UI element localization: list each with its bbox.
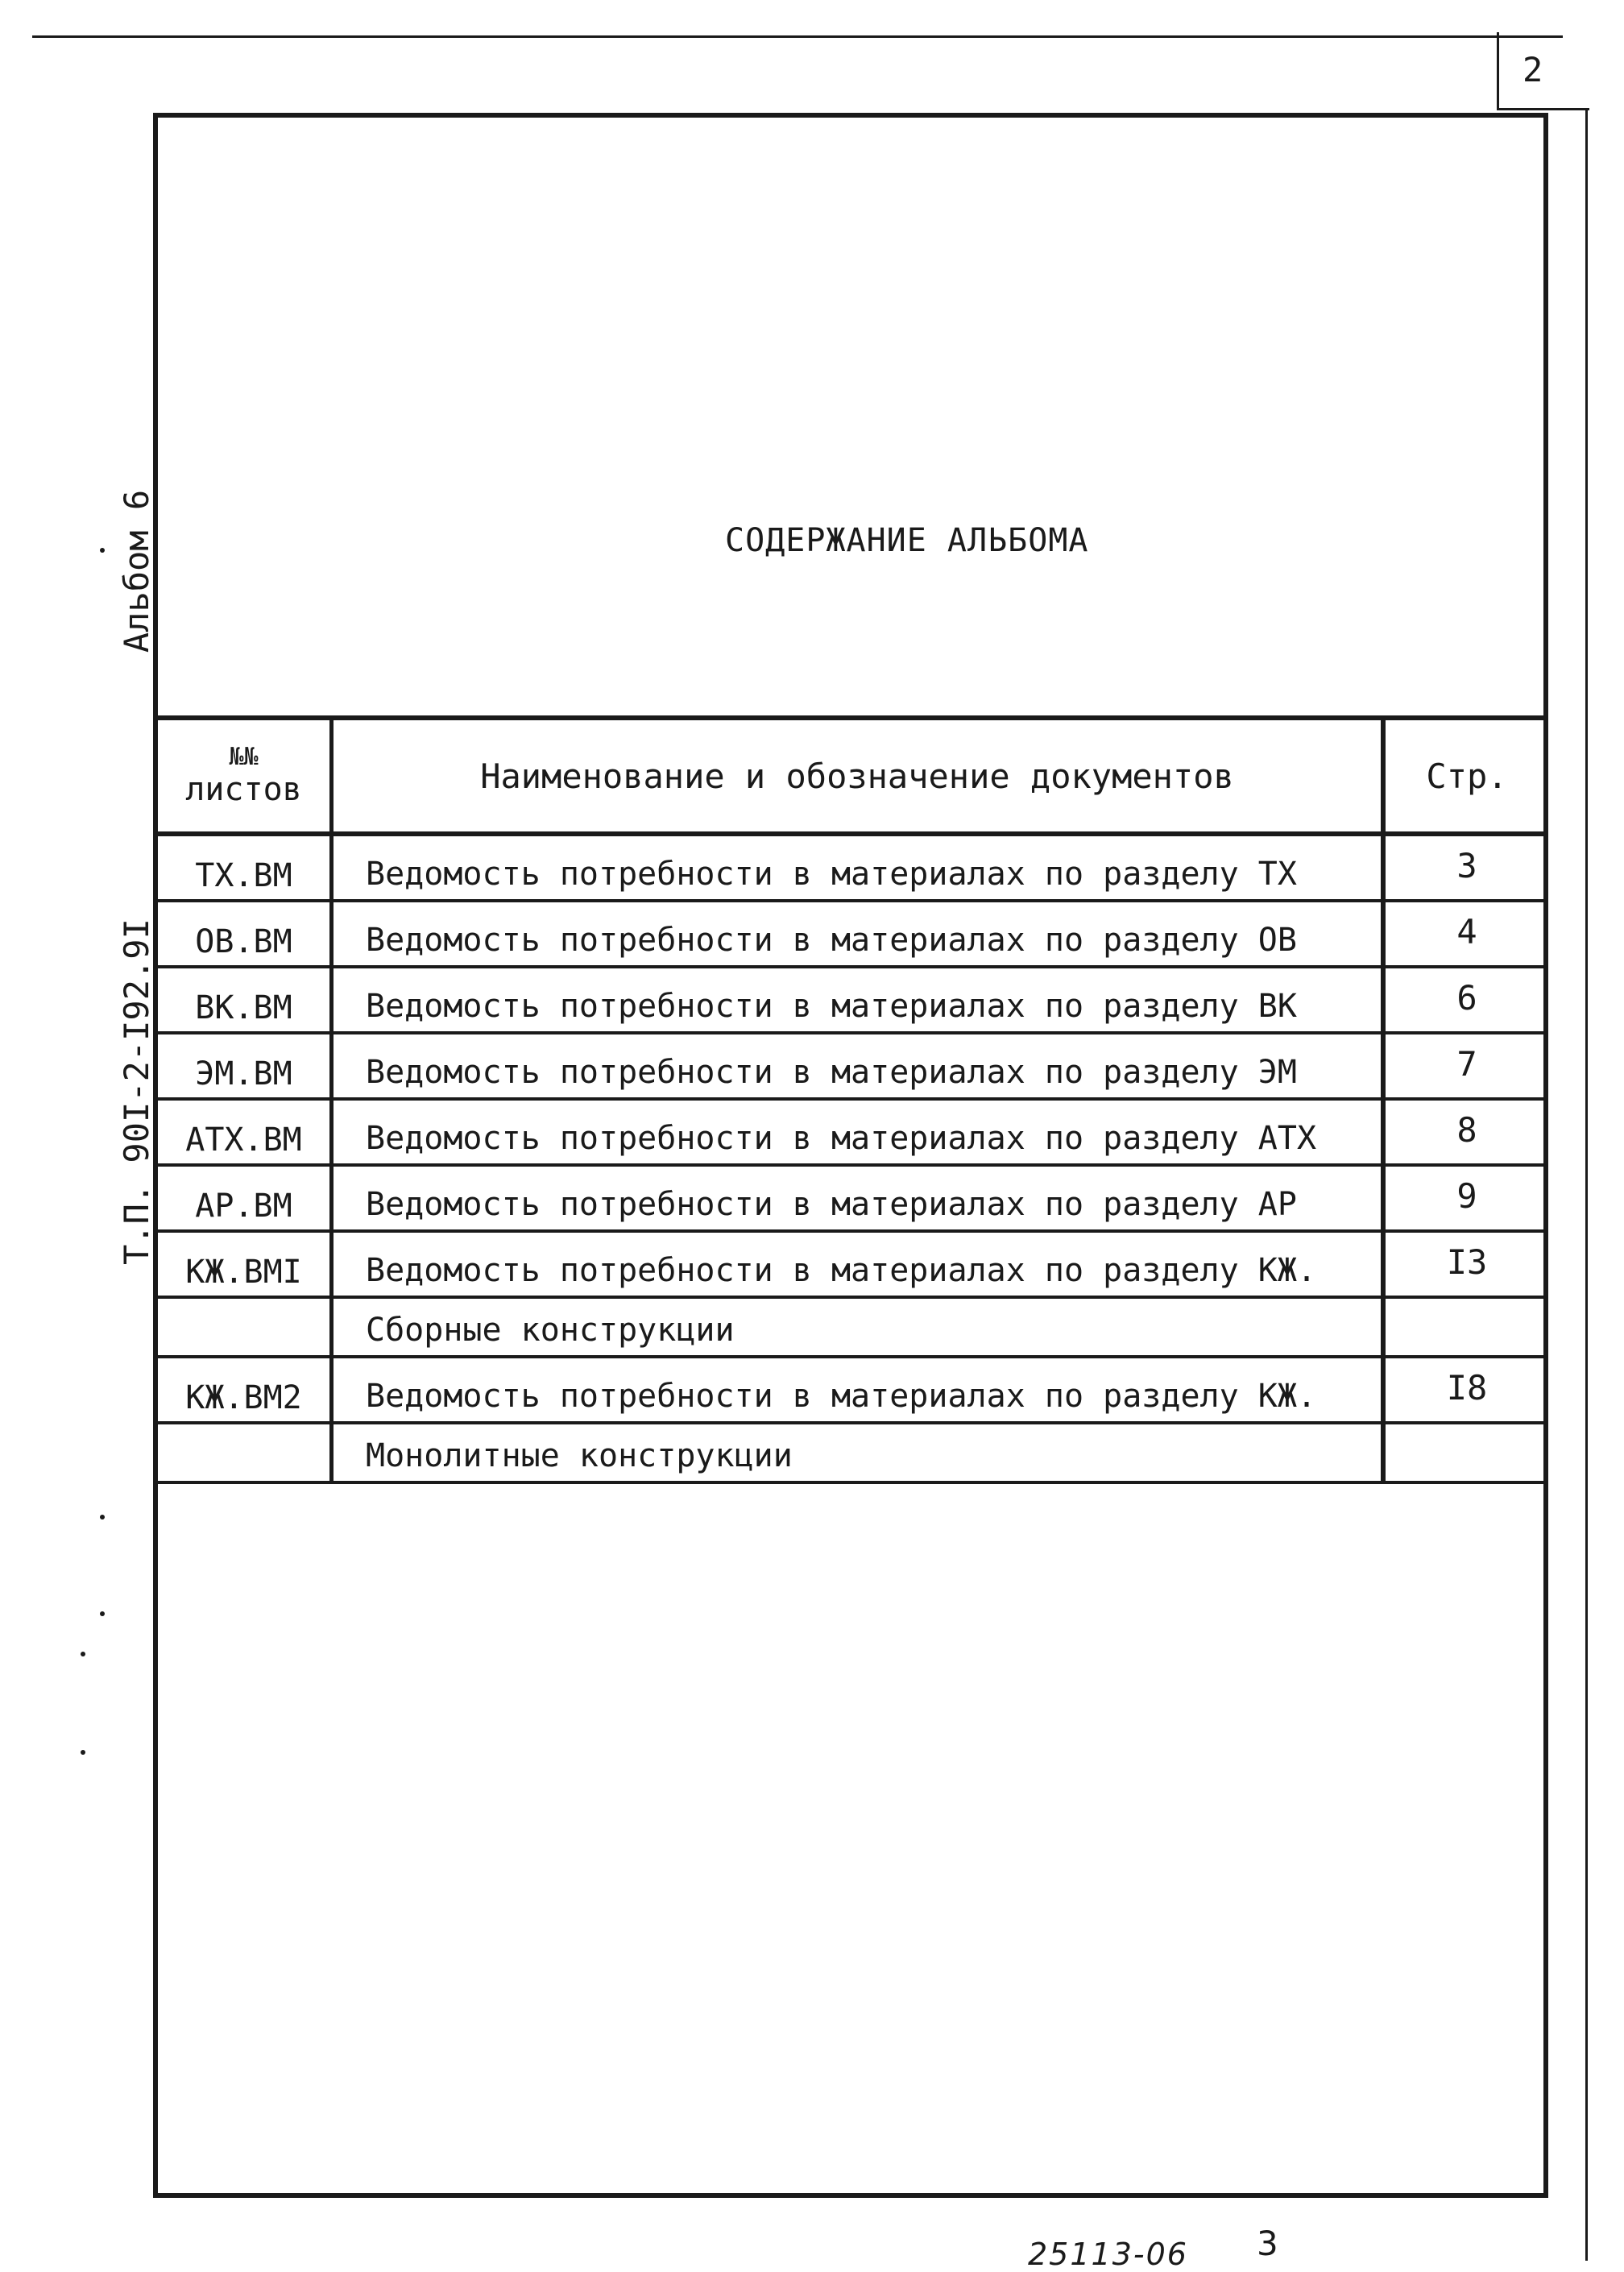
row-code: ОВ.ВМ xyxy=(158,902,334,965)
row-page: I8 xyxy=(1446,1368,1488,1408)
page-number: 2 xyxy=(1522,50,1543,89)
row-page: 9 xyxy=(1456,1176,1477,1216)
row-page xyxy=(1386,1299,1548,1355)
row-name: Ведомость потребности в материалах по разделу ВК xyxy=(334,968,1386,1031)
header-name: Наименование и обозначение документов xyxy=(334,720,1386,831)
row-code: КЖ.ВМI xyxy=(158,1233,334,1296)
row-page: 3 xyxy=(1456,846,1477,885)
row-name: Ведомость потребности в материалах по разделу КЖ. xyxy=(334,1233,1386,1296)
table-row xyxy=(158,1424,1548,1484)
table-row xyxy=(158,1034,1548,1101)
header-sheets xyxy=(158,720,334,831)
header-page: Стр. xyxy=(1426,756,1508,796)
row-name: Сборные конструкции xyxy=(334,1299,1386,1355)
table-row xyxy=(158,968,1548,1034)
margin-dot xyxy=(100,1611,105,1616)
row-name: Ведомость потребности в материалах по разделу КЖ. xyxy=(334,1358,1386,1421)
margin-dot xyxy=(81,1750,85,1755)
margin-dot xyxy=(81,1652,85,1656)
right-margin-rule xyxy=(1585,108,1588,2261)
header-sheets-number: №№ xyxy=(229,742,259,771)
page-top-rule xyxy=(32,35,1563,38)
row-page: 6 xyxy=(1456,978,1477,1018)
album-label: Альбом 6 xyxy=(117,489,156,653)
row-name: Ведомость потребности в материалах по разделу АТХ xyxy=(334,1101,1386,1163)
footer-page: 3 xyxy=(1257,2224,1278,2263)
table-row xyxy=(158,902,1548,968)
header-sheets-label: листов xyxy=(185,771,302,809)
page-number-box xyxy=(1497,32,1589,110)
row-code: АР.ВМ xyxy=(158,1167,334,1229)
row-code: КЖ.ВМ2 xyxy=(158,1358,334,1421)
row-name: Ведомость потребности в материалах по разделу ОВ xyxy=(334,902,1386,965)
row-code xyxy=(158,1299,334,1355)
footer-code: 25113-06 xyxy=(1028,2237,1188,2272)
row-name: Ведомость потребности в материалах по разделу АР xyxy=(334,1167,1386,1229)
table-header-row xyxy=(158,715,1548,836)
contents-table xyxy=(158,715,1548,1484)
table-row xyxy=(158,1167,1548,1233)
row-page: 4 xyxy=(1456,912,1477,952)
row-code: ВК.ВМ xyxy=(158,968,334,1031)
side-label xyxy=(117,490,156,1265)
row-page: I3 xyxy=(1446,1242,1488,1282)
margin-dot xyxy=(100,1515,105,1520)
row-code: ЭМ.ВМ xyxy=(158,1034,334,1097)
row-name: Монолитные конструкции xyxy=(334,1424,1386,1481)
project-code: Т.П. 90I-2-I92.9I xyxy=(117,918,156,1265)
row-page: 7 xyxy=(1456,1044,1477,1084)
margin-dot xyxy=(100,548,105,553)
page-title: СОДЕРЖАНИЕ АЛЬБОМА xyxy=(725,522,1089,559)
row-page xyxy=(1386,1424,1548,1481)
table-row xyxy=(158,1299,1548,1358)
table-row xyxy=(158,1358,1548,1424)
table-row xyxy=(158,836,1548,902)
row-code xyxy=(158,1424,334,1481)
row-name: Ведомость потребности в материалах по разделу ЭМ xyxy=(334,1034,1386,1097)
table-row xyxy=(158,1101,1548,1167)
row-name: Ведомость потребности в материалах по разделу ТХ xyxy=(334,836,1386,899)
row-page: 8 xyxy=(1456,1110,1477,1150)
row-code: ТХ.ВМ xyxy=(158,836,334,899)
table-row xyxy=(158,1233,1548,1299)
row-code: АТХ.ВМ xyxy=(158,1101,334,1163)
